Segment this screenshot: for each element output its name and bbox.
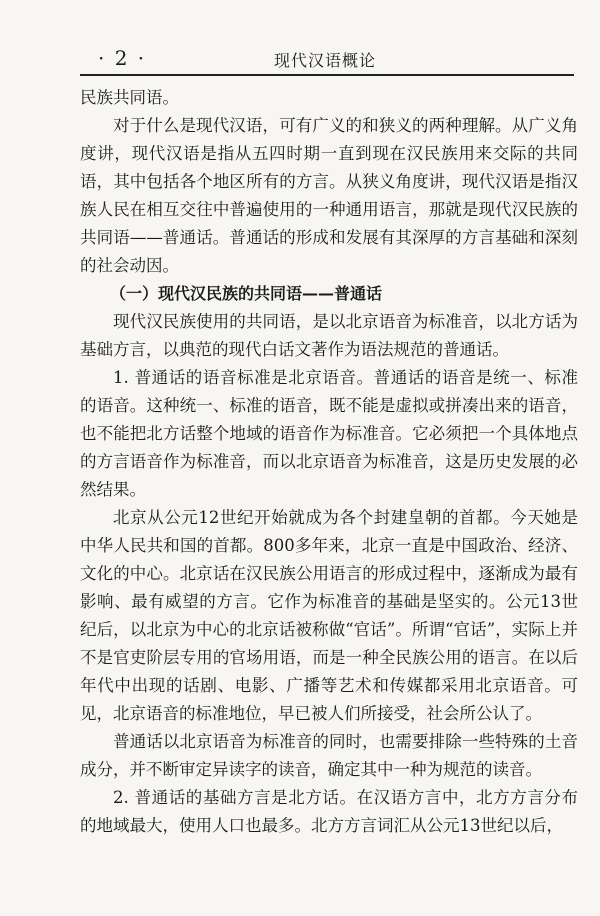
page-number: · 2 · (98, 46, 147, 70)
paragraph-intro: 现代汉民族使用的共同语，是以北京语音为标准音，以北方话为基础方言，以典范的现代白话文著作为语法规范的普通话。 (80, 312, 578, 359)
paragraph-point-1: 1. 普通话的语音标准是北京语音。普通话的语音是统一、标准的语音。这种统一、标准的语音，既不能是虚拟或拼凑出来的语音，也不能把北方话整个地域的语音作为标准音。它必须把一个具体地点的方言语音作为标准音，而以北京语音为标准音，这是历史发展的必然结果。 (80, 368, 578, 499)
paragraph-definition: 对于什么是现代汉语，可有广义的和狭义的两种理解。从广义角度讲，现代汉语是指从五四时期一直到现在汉民族用来交际的共同语，其中包括各个地区所有的方言。从狭义角度讲，现代汉语是指汉族人民在相互交往中普遍使用的一种通用语言，那就是现代汉民族的共同语——普通话。普通话的形成和发展有其深厚的方言基础和深刻的社会动因。 (80, 116, 578, 275)
paragraph-point-2: 2. 普通话的基础方言是北方话。在汉语方言中，北方方言分布的地域最大，使用人口也最多。北方方言词汇从公元13世纪以后， (80, 788, 578, 835)
running-title: 现代汉语概论 (274, 51, 377, 70)
running-header (84, 40, 572, 74)
header-rule (80, 74, 574, 76)
paragraph-continuation: 民族共同语。 (80, 88, 179, 107)
paragraph-standard-note: 普通话以北京语音为标准音的同时，也需要排除一些特殊的土音成分，并不断审定异读字的读音，确定其中一种为规范的读音。 (80, 732, 578, 779)
paragraph-beijing-history: 北京从公元12世纪开始就成为各个封建皇朝的首都。今天她是中华人民共和国的首都。800多年来，北京一直是中国政治、经济、文化的中心。北京话在汉民族公用语言的形成过程中，逐渐成为最有影响、最有威望的方言。它作为标准音的基础是坚实的。公元13世纪后，以北京为中心的北京话被称做“官话”。所谓“官话”，实际上并不是官吏阶层专用的官场用语，而是一种全民族公用的语言。在以后年代中出现的话剧、电影、广播等艺术和传媒都采用北京语音。可见，北京语音的标准地位，早已被人们所接受，社会所公认了。 (80, 508, 578, 723)
body-text (80, 84, 578, 840)
section-heading: （一）现代汉民族的共同语——普通话 (110, 284, 383, 303)
